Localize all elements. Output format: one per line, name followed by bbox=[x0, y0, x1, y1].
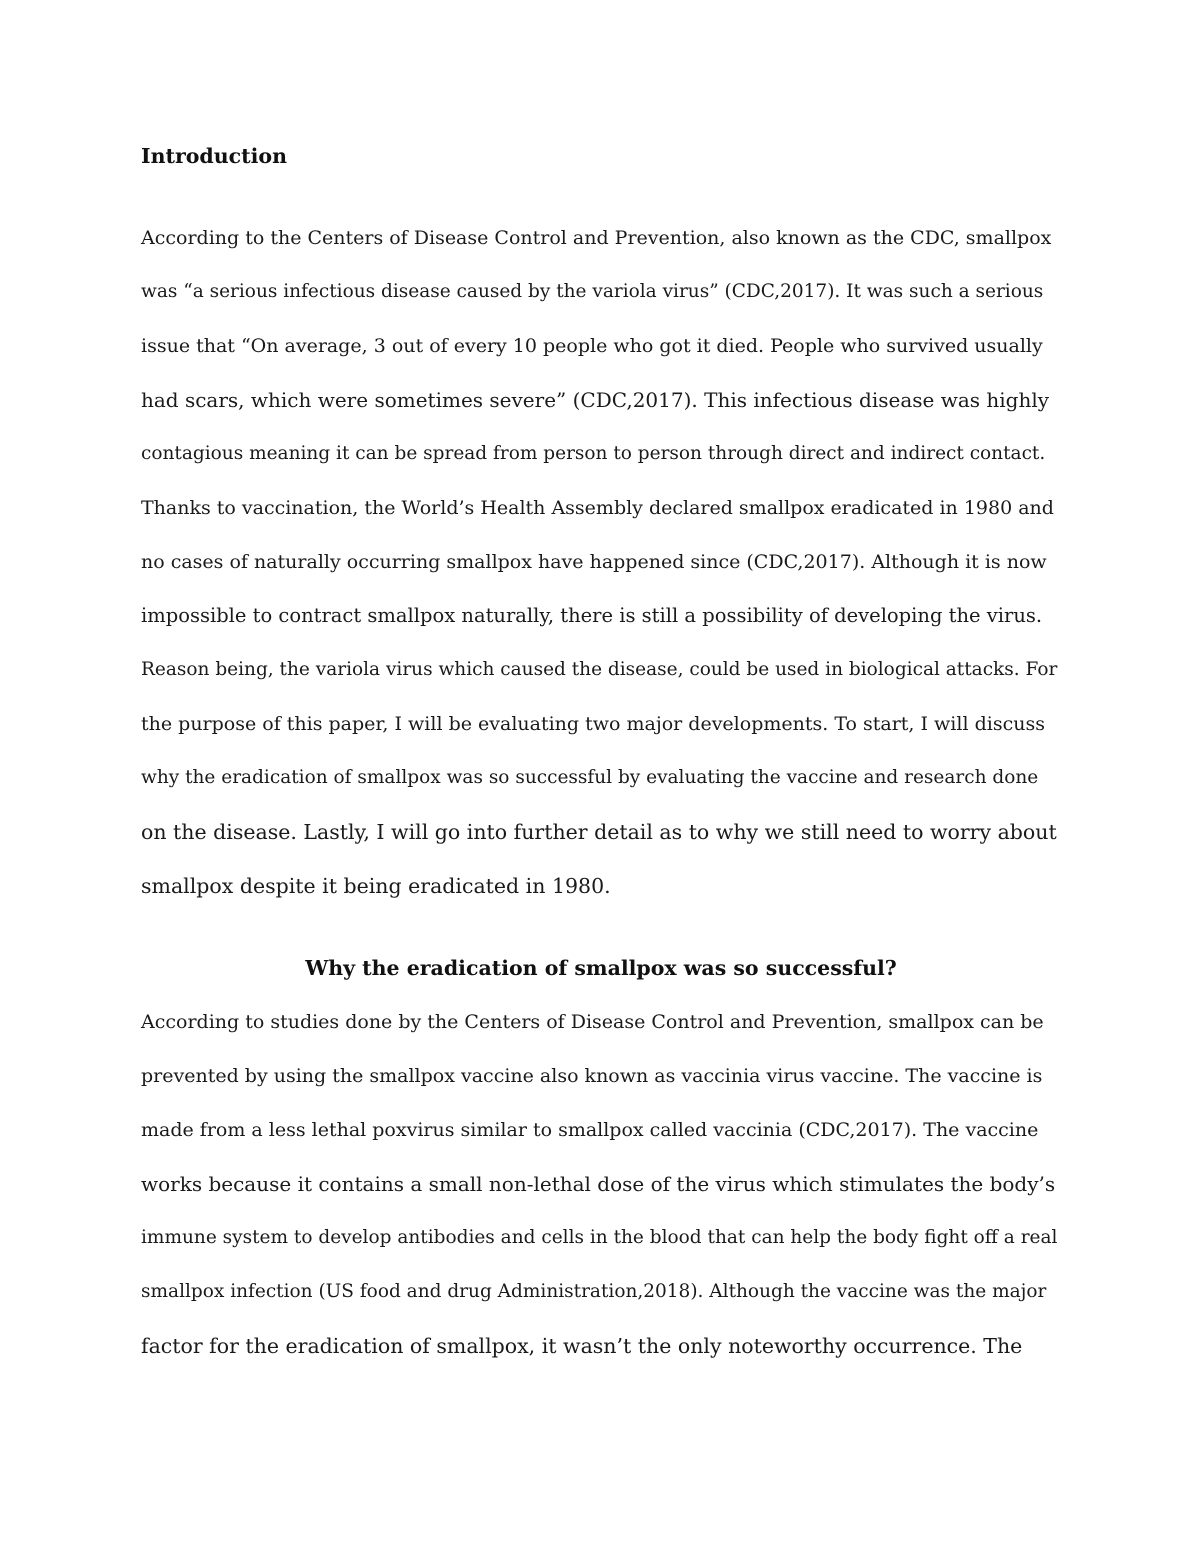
paragraph-line: factor for the eradication of smallpox, it wasn’t the only noteworthy occurrence. The bbox=[141, 1334, 1023, 1358]
paragraph-line: the purpose of this paper, I will be evaluating two major developments. To start, I will discuss bbox=[141, 713, 1045, 735]
paragraph-line: was “a serious infectious disease caused by the variola virus” (CDC,2017). It was such a serious bbox=[141, 281, 1044, 302]
paragraph-line: According to the Centers of Disease Control and Prevention, also known as the CDC, smallpox bbox=[141, 227, 1052, 249]
eradication-paragraph bbox=[141, 995, 1061, 1373]
section-heading-introduction: Introduction bbox=[141, 144, 287, 168]
paragraph-line: issue that “On average, 3 out of every 10 people who got it died. People who survived usually bbox=[141, 335, 1043, 357]
paragraph-line: Thanks to vaccination, the World’s Health Assembly declared smallpox eradicated in 1980 and bbox=[141, 497, 1054, 519]
paragraph-line: smallpox despite it being eradicated in 1980. bbox=[141, 874, 611, 898]
paragraph-line: Reason being, the variola virus which caused the disease, could be used in biological attacks. For bbox=[141, 659, 1058, 680]
paragraph-line: works because it contains a small non-lethal dose of the virus which stimulates the body’s bbox=[141, 1172, 1056, 1196]
paragraph-line: According to studies done by the Centers of Disease Control and Prevention, smallpox can be bbox=[141, 1011, 1044, 1033]
paragraph-line: prevented by using the smallpox vaccine also known as vaccinia virus vaccine. The vaccine is bbox=[141, 1065, 1043, 1087]
paragraph-line: had scars, which were sometimes severe” (CDC,2017). This infectious disease was highly bbox=[141, 388, 1050, 412]
paragraph-line: smallpox infection (US food and drug Administration,2018). Although the vaccine was the major bbox=[141, 1281, 1047, 1302]
paragraph-line: no cases of naturally occurring smallpox have happened since (CDC,2017). Although it is now bbox=[141, 551, 1047, 573]
paragraph-line: impossible to contract smallpox naturally, there is still a possibility of developing the virus. bbox=[141, 604, 1043, 627]
introduction-paragraph bbox=[141, 211, 1061, 913]
paragraph-line: contagious meaning it can be spread from person to person through direct and indirect contact. bbox=[141, 443, 1046, 464]
paragraph-line: on the disease. Lastly, I will go into further detail as to why we still need to worry about bbox=[141, 820, 1057, 844]
section-heading-eradication: Why the eradication of smallpox was so successful? bbox=[305, 956, 897, 980]
paragraph-line: why the eradication of smallpox was so successful by evaluating the vaccine and research done bbox=[141, 767, 1039, 788]
paragraph-line: made from a less lethal poxvirus similar to smallpox called vaccinia (CDC,2017). The vaccine bbox=[141, 1119, 1039, 1141]
paragraph-line: immune system to develop antibodies and cells in the blood that can help the body fight off a real bbox=[141, 1227, 1058, 1248]
